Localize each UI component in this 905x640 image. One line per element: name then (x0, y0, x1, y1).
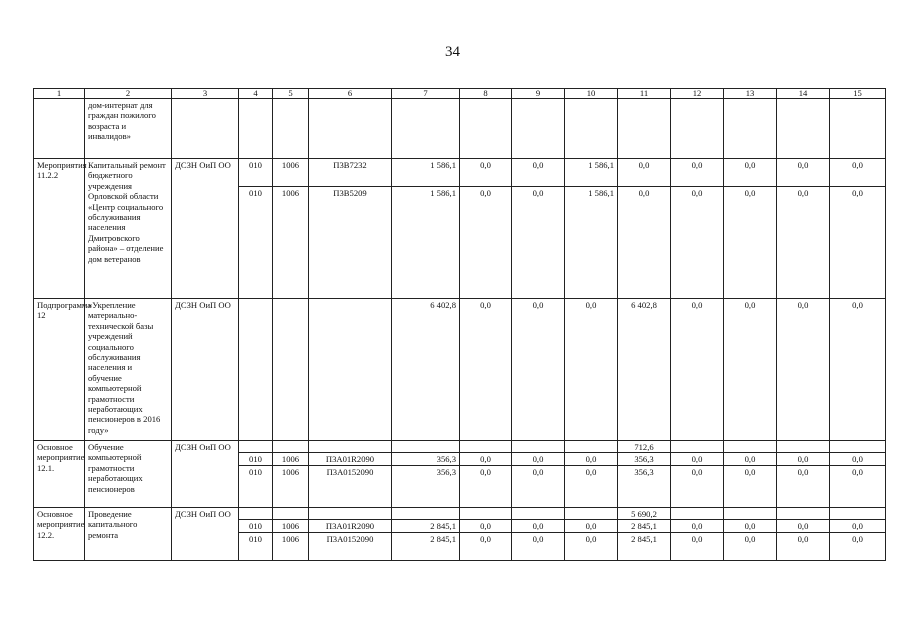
row-executor: ДСЗН ОиП ОО (172, 507, 239, 560)
table-row: Подпрограмма 12 «Укрепление материально-технической базы учреждений социального обслуживания населения и обучение компьютерной грамотности неработающих пенсионеров в 2016 году» ДСЗН ОиП ОО 6 402,8 0,0 0,0 0,0 6 402,8 0,0 0,0 0,0 0,0 (34, 299, 886, 441)
table-row: 010 1006 П3В5209 1 586,1 0,0 0,0 1 586,1 0,0 0,0 0,0 0,0 0,0 (34, 187, 886, 299)
header-cell: 4 (239, 89, 273, 99)
row-description: Обучение компьютерной грамотности неработающих пенсионеров (85, 441, 172, 508)
table-row: 010 1006 П3А0152090 356,3 0,0 0,0 0,0 356,3 0,0 0,0 0,0 0,0 (34, 465, 886, 507)
header-cell: 3 (172, 89, 239, 99)
header-cell: 13 (724, 89, 777, 99)
table-row: Мероприятия 11.2.2 Капитальный ремонт бюджетного учреждения Орловской области «Центр социального обслуживания населения Дмитровского района» – отделение дом ветеранов ДСЗН ОиП ОО 010 1006 П3В7232 1 586,1 0,0 0,0 1 586,1 0,0 0,0 0,0 0,0 0,0 (34, 159, 886, 187)
table-row (34, 99, 886, 159)
header-cell: 9 (512, 89, 565, 99)
row-description: дом-интернат для граждан пожилого возраста и инвалидов» (85, 99, 172, 159)
row-executor: ДСЗН ОиП ОО (172, 299, 239, 441)
row-code: Основное мероприятие 12.2. (34, 507, 85, 560)
table-row: 010 1006 П3А01R2090 2 845,1 0,0 0,0 0,0 2 845,1 0,0 0,0 0,0 0,0 (34, 520, 886, 532)
header-cell: 14 (777, 89, 830, 99)
header-cell: 5 (273, 89, 309, 99)
budget-table (33, 88, 886, 561)
table-row: Основное мероприятие 12.2. Проведение капитального ремонта ДСЗН ОиП ОО 5 690,2 (34, 507, 886, 519)
row-code: Мероприятия 11.2.2 (34, 159, 85, 299)
header-cell: 8 (460, 89, 512, 99)
table-row: Основное мероприятие 12.1. Обучение компьютерной грамотности неработающих пенсионеров ДСЗН ОиП ОО 712,6 (34, 441, 886, 453)
header-cell: 11 (618, 89, 671, 99)
table-row: 010 1006 П3А0152090 2 845,1 0,0 0,0 0,0 2 845,1 0,0 0,0 0,0 0,0 (34, 532, 886, 560)
header-cell: 10 (565, 89, 618, 99)
page-number: 34 (445, 44, 460, 60)
table-row: 010 1006 П3А01R2090 356,3 0,0 0,0 0,0 356,3 0,0 0,0 0,0 0,0 (34, 453, 886, 465)
row-code: Основное мероприятие 12.1. (34, 441, 85, 508)
row-executor: ДСЗН ОиП ОО (172, 441, 239, 508)
header-cell: 15 (830, 89, 886, 99)
row-executor: ДСЗН ОиП ОО (172, 159, 239, 299)
row-code: Подпрограмма 12 (34, 299, 85, 441)
header-cell: 7 (392, 89, 460, 99)
row-description: Капитальный ремонт бюджетного учреждения Орловской области «Центр социального обслуживания населения Дмитровского района» – отделение дом ветеранов (85, 159, 172, 299)
header-cell: 6 (309, 89, 392, 99)
row-description: Проведение капитального ремонта (85, 507, 172, 560)
row-description: «Укрепление материально-технической базы учреждений социального обслуживания населения и обучение компьютерной грамотности неработающих пенсионеров в 2016 году» (85, 299, 172, 441)
header-cell: 2 (85, 89, 172, 99)
header-cell: 1 (34, 89, 85, 99)
header-row (34, 89, 886, 99)
header-cell: 12 (671, 89, 724, 99)
